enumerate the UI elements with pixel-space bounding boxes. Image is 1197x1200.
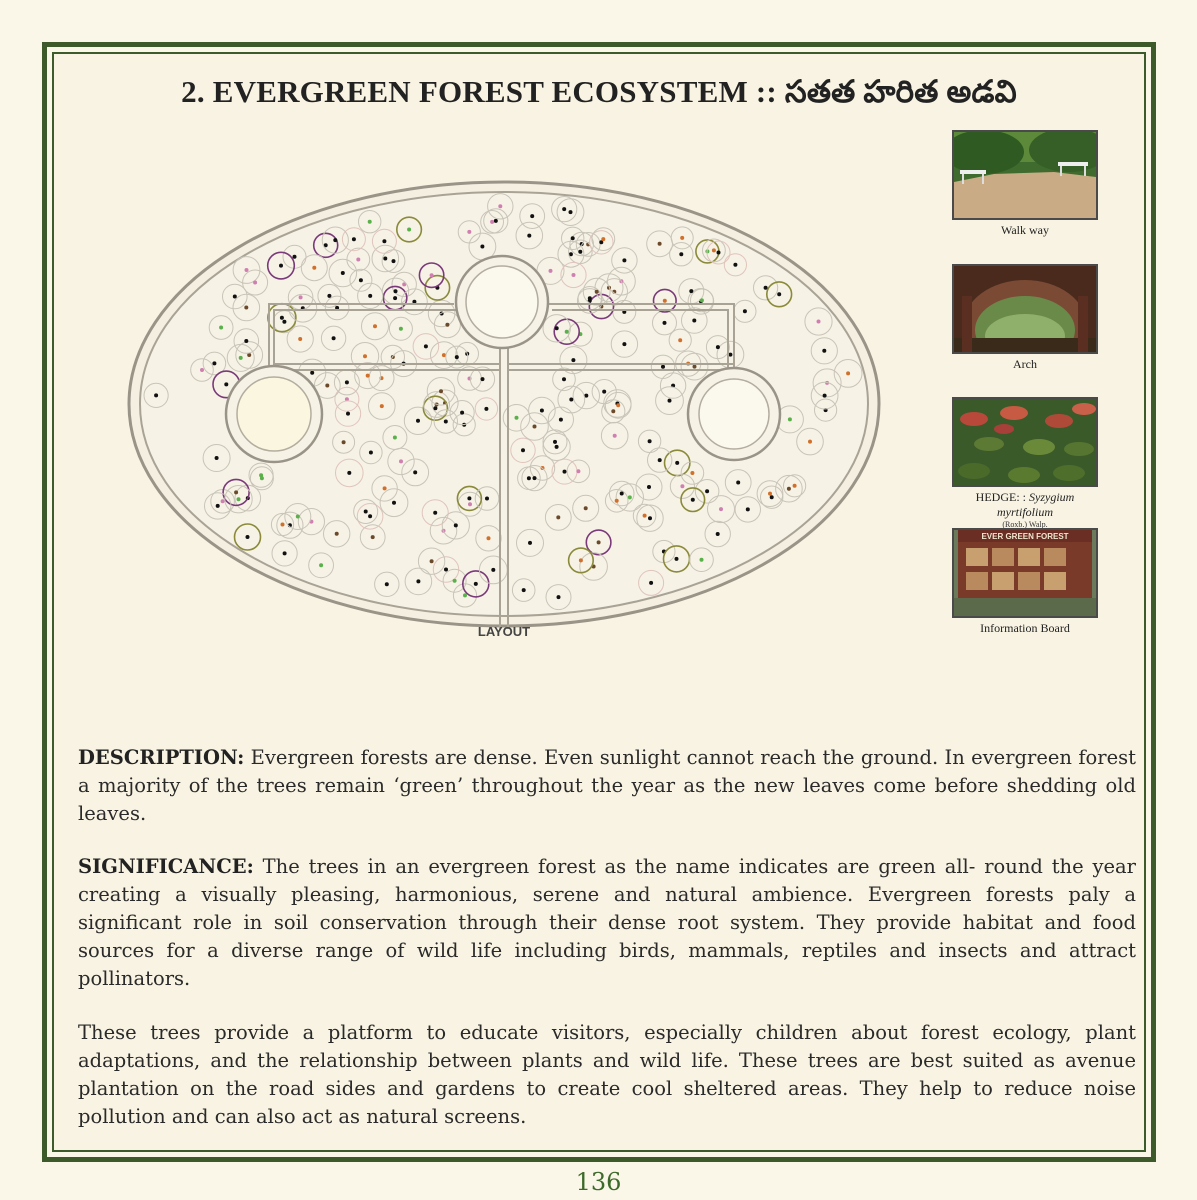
layout-plan	[124, 174, 884, 644]
page-title: 2. EVERGREEN FOREST ECOSYSTEM :: సతత హరిత అడవి	[181, 74, 1017, 109]
walkway-photo-box	[952, 130, 1098, 238]
page-number: 136	[575, 1168, 622, 1196]
board-caption: Information Board	[980, 621, 1070, 635]
page-content	[52, 52, 1146, 1152]
arch-photo	[952, 264, 1098, 354]
education-paragraph: These trees provide a platform to educate visitors, especially children about forest ecology, plant adaptations, and the relationship between plants and wild life. These trees are best suited as avenue plantation on the road sides and gardens to create cool sheltered areas. They help to reduce noise pollution and can also act as natural screens.	[78, 1021, 1136, 1128]
board-photo	[952, 528, 1098, 618]
walkway-photo	[952, 130, 1098, 220]
significance-label: SIGNIFICANCE:	[78, 855, 254, 878]
board-photo-box	[952, 528, 1098, 636]
hedge-species: Syzygium myrtifolium	[997, 490, 1075, 519]
hedge-photo	[952, 397, 1098, 487]
significance-paragraph	[78, 853, 1136, 993]
board-sign-text: EVER GREEN FOREST	[981, 532, 1069, 541]
hedge-author: (Roxb.) Walp.	[1002, 520, 1048, 529]
description-text: Evergreen forests are dense. Even sunlight cannot reach the ground. In evergreen forest a majority of the trees remain ‘green’ throughout the year as the new leaves come before shedding old leaves.	[78, 746, 1136, 825]
description-paragraph	[78, 744, 1136, 828]
hedge-photo-box	[952, 397, 1098, 529]
arch-caption: Arch	[1013, 357, 1037, 371]
hedge-caption	[952, 490, 1098, 520]
arch-photo-box	[952, 264, 1098, 372]
hedge-caption-prefix: HEDGE: :	[975, 490, 1029, 504]
description-label: DESCRIPTION:	[78, 746, 245, 769]
walkway-caption: Walk way	[1000, 223, 1050, 237]
page-frame	[42, 42, 1156, 1162]
significance-text: The trees in an evergreen forest as the name indicates are green all- round the year creating a visually pleasing, harmonious, serene and natural ambience. Evergreen forests paly a significant role in soil conservation through their dense root system. They provide habitat and food sources for a diverse range of wild life including birds, mammals, reptiles and insects and attract pollinators.	[78, 855, 1136, 990]
layout-label: LAYOUT	[477, 624, 531, 639]
